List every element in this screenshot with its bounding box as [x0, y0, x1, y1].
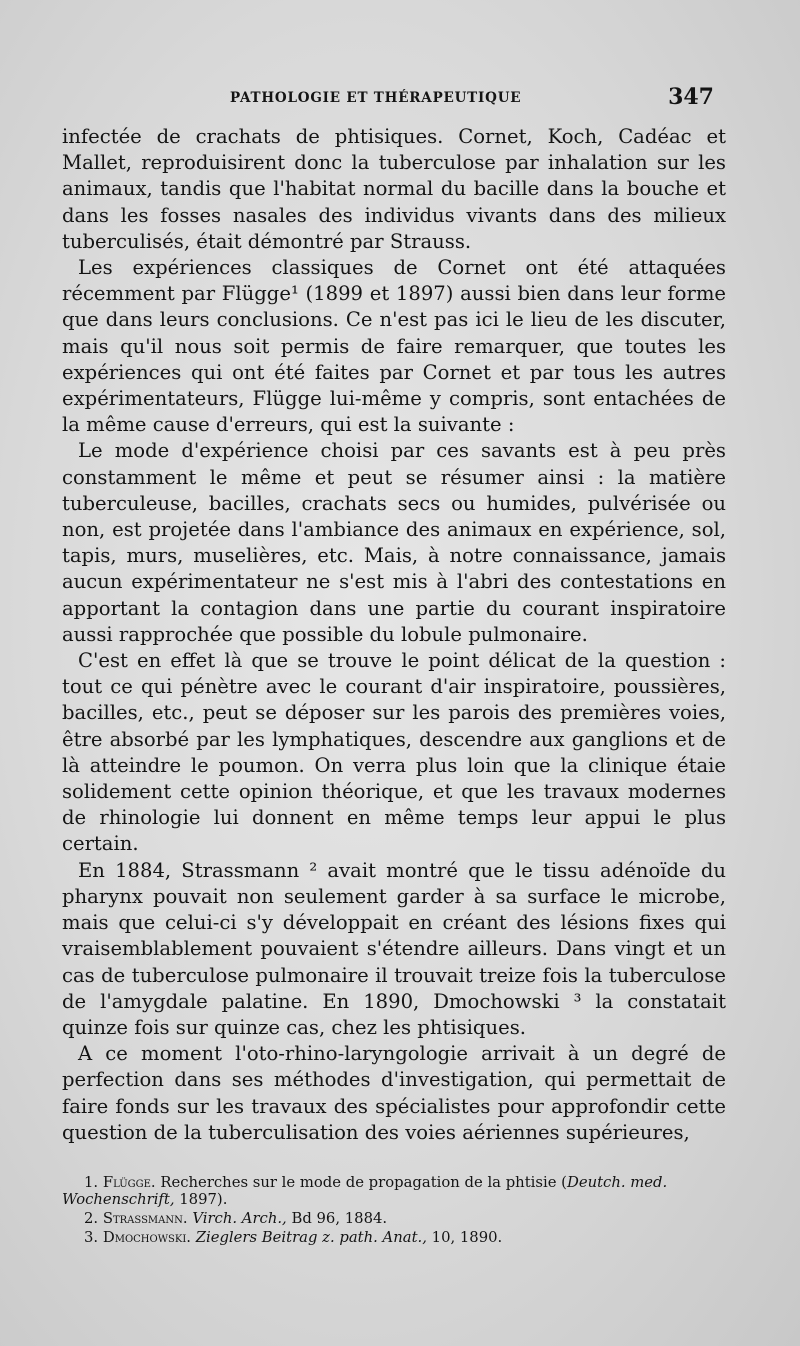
- footnote-number: 2.: [84, 1210, 99, 1227]
- page-number: 347: [668, 84, 714, 110]
- footnote-author: Flügge.: [102, 1174, 156, 1191]
- paragraph: Les expériences classiques de Cornet ont été attaquées récemment par Flügge¹ (1899 et 1897) aussi bien dans leur forme que dans leurs conclusions. Ce n'est pas ici le lieu de les discuter, mais qu'il nous soit permis de faire remarquer, que toutes les expériences qui ont été faites par Cornet et par tous les autres expérimentateurs, Flügge lui-même y compris, sont entachées de la même cause d'erreurs, qui est la suivante :: [62, 256, 726, 437]
- footnotes: [62, 1174, 726, 1248]
- footnote: [62, 1229, 726, 1246]
- footnote-number: 1.: [84, 1174, 99, 1191]
- footnote: [62, 1174, 726, 1208]
- running-title: PATHOLOGIE ET THÉRAPEUTIQUE: [230, 90, 522, 106]
- footnote-rest: 10, 1890.: [426, 1229, 503, 1246]
- footnote-author: Dmochowski.: [102, 1229, 191, 1246]
- body-text: [62, 124, 726, 1146]
- footnote-text: Recherches sur le mode de propagation de la phtisie (: [160, 1174, 567, 1191]
- footnote-rest: Bd 96, 1884.: [286, 1210, 388, 1227]
- paragraph: Le mode d'expérience choisi par ces savants est à peu près constamment le même et peut se résumer ainsi : la matière tuberculeuse, bacilles, crachats secs ou humides, pulvérisée ou non, est projetée dans l'ambiance des animaux en expérience, sol, tapis, murs, muselières, etc. Mais, à notre connaissance, jamais aucun expérimentateur ne s'est mis à l'abri des contestations en apportant la contagion dans une partie du courant inspiratoire aussi rapprochée que possible du lobule pulmonaire.: [62, 439, 726, 646]
- paragraph: A ce moment l'oto-rhino-laryngologie arrivait à un degré de perfection dans ses méthodes d'investigation, qui permettait de faire fonds sur les travaux des spécialistes pour approfondir cette question de la tuberculisation des voies aériennes supérieures,: [62, 1042, 726, 1144]
- footnote-number: 3.: [84, 1229, 99, 1246]
- paragraph: infectée de crachats de phtisiques. Cornet, Koch, Cadéac et Mallet, reproduisirent donc la tuberculose par inhalation sur les animaux, tandis que l'habitat normal du bacille dans la bouche et dans les fosses nasales des individus vivants dans des milieux tuberculisés, était démontré par Strauss.: [62, 125, 726, 253]
- page-header: [62, 84, 714, 118]
- footnote-source: Deutch. med. Wochenschrift,: [62, 1174, 668, 1208]
- footnote-source: Zieglers Beitrag z. path. Anat.,: [195, 1229, 427, 1246]
- footnote-source: Virch. Arch.,: [192, 1210, 287, 1227]
- footnote-author: Strassmann.: [102, 1210, 188, 1227]
- footnote-rest: 1897).: [174, 1191, 228, 1208]
- paragraph: En 1884, Strassmann ² avait montré que le tissu adénoïde du pharynx pouvait non seulement garder à sa surface le microbe, mais que celui-ci s'y développait en créant des lésions fixes qui vraisemblablement pouvaient s'étendre ailleurs. Dans vingt et un cas de tuberculose pulmonaire il trouvait treize fois la tuberculose de l'amygdale palatine. En 1890, Dmochowski ³ la constatait quinze fois sur quinze cas, chez les phtisiques.: [62, 858, 726, 1039]
- footnote: [62, 1210, 726, 1227]
- paragraph: C'est en effet là que se trouve le point délicat de la question : tout ce qui pénètre avec le courant d'air inspiratoire, poussières, bacilles, etc., peut se déposer sur les parois des premières voies, être absorbé par les lymphatiques, descendre aux ganglions et de là atteindre le poumon. On verra plus loin que la clinique étaie solidement cette opinion théorique, et que les travaux modernes de rhinologie lui donnent en même temps leur appui le plus certain.: [62, 649, 726, 856]
